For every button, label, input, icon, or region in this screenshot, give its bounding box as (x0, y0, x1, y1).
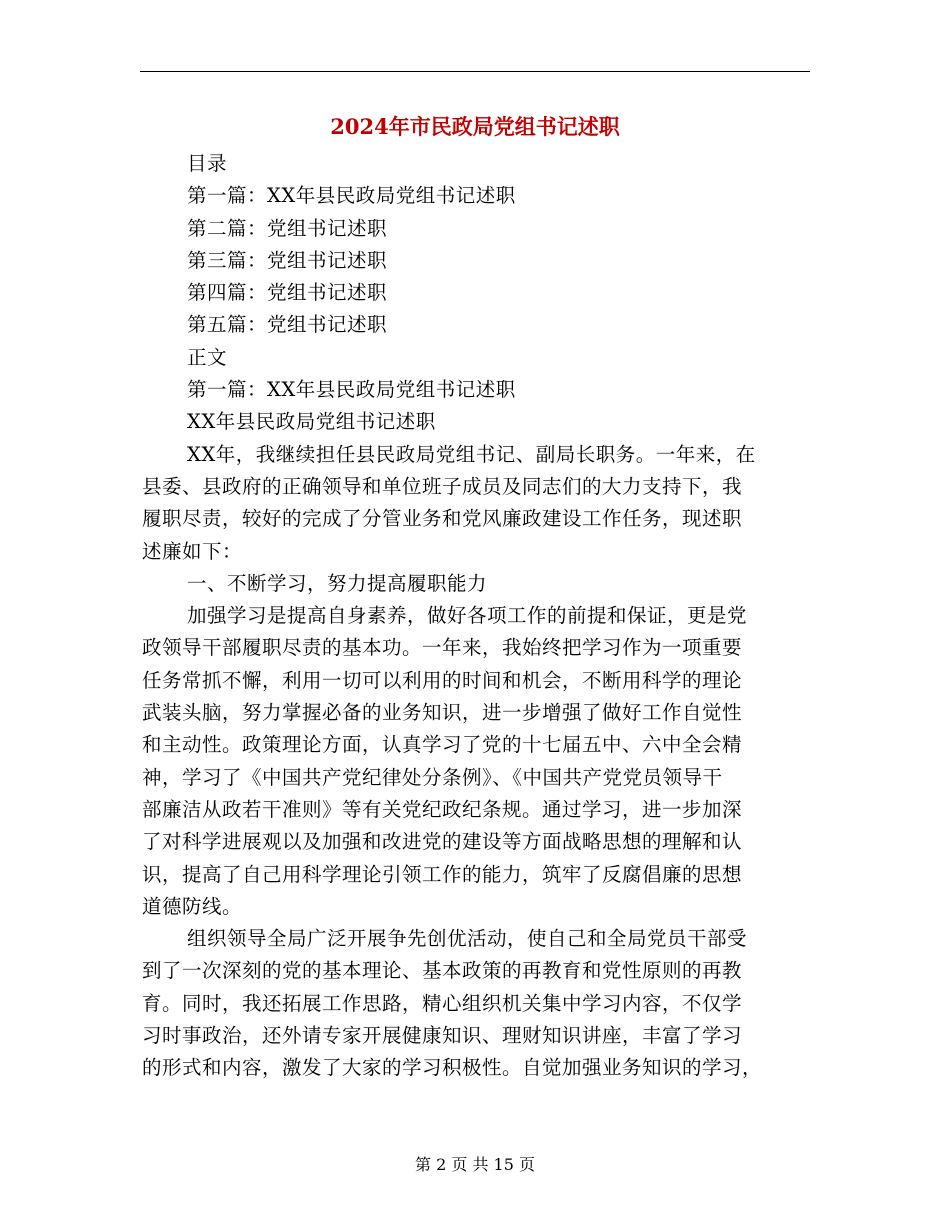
toc-item: 第二篇：党组书记述职 (187, 216, 388, 240)
section-subtitle: XX年县民政局党组书记述职 (187, 410, 436, 434)
toc-item: 第一篇：XX年县民政局党组书记述职 (187, 184, 516, 208)
paragraph-line: 神，学习了《中国共产党纪律处分条例》、《中国共产党党员领导干 (142, 765, 723, 789)
part-heading: 第一篇：XX年县民政局党组书记述职 (187, 378, 516, 402)
paragraph-line: 习时事政治，还外请专家开展健康知识、理财知识讲座，丰富了学习 (142, 1024, 743, 1048)
paragraph-line: 武装头脑，努力掌握必备的业务知识，进一步增强了做好工作自觉性 (142, 701, 743, 725)
document-body (142, 148, 807, 1085)
toc-item: 第三篇：党组书记述职 (187, 248, 388, 272)
header-rule (140, 71, 810, 72)
page-footer: 第 2 页 共 15 页 (415, 1155, 535, 1174)
toc-item: 第四篇：党组书记述职 (187, 281, 388, 305)
paragraph-line: 述廉如下： (142, 539, 243, 563)
paragraph-line: 的形式和内容，激发了大家的学习积极性。自觉加强业务知识的学习， (142, 1056, 763, 1080)
paragraph-line: 任务常抓不懈，利用一切可以利用的时间和机会，不断用科学的理论 (142, 668, 743, 692)
paragraph-line: XX年，我继续担任县民政局党组书记、副局长职务。一年来，在 (187, 442, 756, 466)
paragraph-line: 和主动性。政策理论方面，认真学习了党的十七届五中、六中全会精 (142, 733, 743, 757)
section-heading: 一、不断学习，努力提高履职能力 (187, 571, 488, 595)
document-title: 2024年市民政局党组书记述职 (330, 114, 620, 139)
paragraph-line: 育。同时，我还拓展工作思路，精心组织机关集中学习内容，不仅学 (142, 991, 743, 1015)
paragraph-line: 组织领导全局广泛开展争先创优活动，使自己和全局党员干部受 (187, 927, 748, 951)
toc-heading: 目录 (187, 152, 228, 175)
paragraph-line: 政领导干部履职尽责的基本功。一年来，我始终把学习作为一项重要 (142, 636, 743, 660)
body-heading: 正文 (187, 345, 228, 369)
paragraph-line: 部廉洁从政若干准则》等有关党纪政纪条规。通过学习，进一步加深 (142, 797, 743, 821)
paragraph-line: 加强学习是提高自身素养，做好各项工作的前提和保证，更是党 (187, 604, 748, 628)
paragraph-line: 道德防线。 (142, 894, 243, 918)
paragraph-line: 履职尽责，较好的完成了分管业务和党风廉政建设工作任务，现述职 (142, 507, 743, 531)
paragraph-line: 县委、县政府的正确领导和单位班子成员及同志们的大力支持下，我 (142, 474, 743, 498)
paragraph-line: 了对科学进展观以及加强和改进党的建设等方面战略思想的理解和认 (142, 830, 743, 854)
paragraph-line: 识，提高了自己用科学理论引领工作的能力，筑牢了反腐倡廉的思想 (142, 862, 743, 886)
toc-item: 第五篇：党组书记述职 (187, 313, 388, 337)
paragraph-line: 到了一次深刻的党的基本理论、基本政策的再教育和党性原则的再教 (142, 959, 743, 983)
